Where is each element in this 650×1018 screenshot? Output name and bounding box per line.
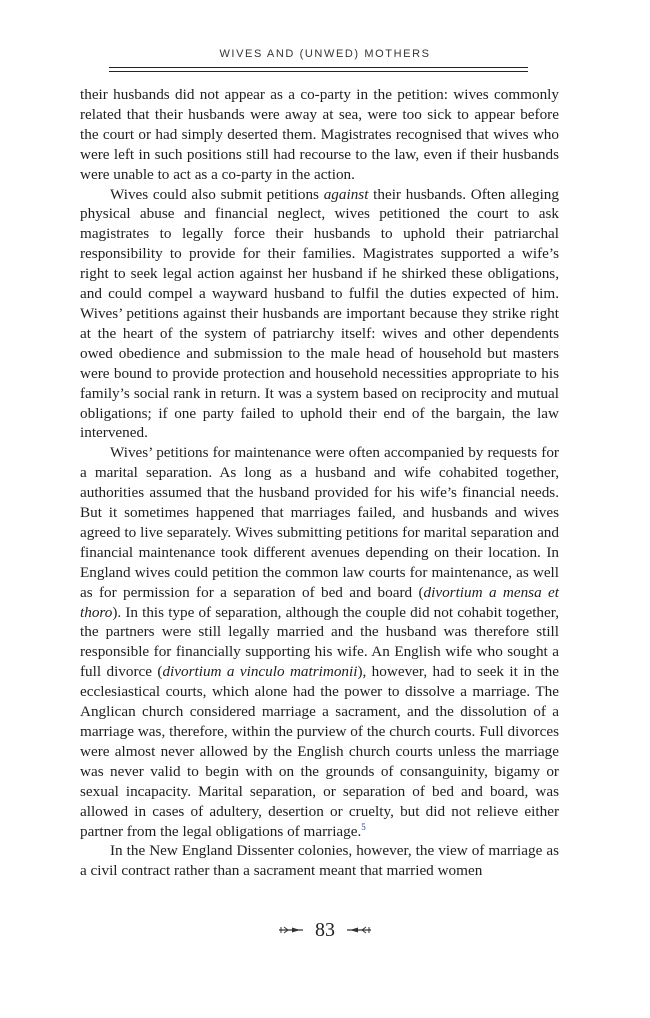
text-run: their husbands did not appear as a co-party in the petition: wives commonly related that their husbands were away at sea, were too sick to appear before the court or had simply deserted them. Magistrates recognised that wives who were left in such positions still had recourse to the law, even if their husbands were unable to act as a co-party in the action. — [80, 86, 559, 183]
text-run: Wives’ petitions for maintenance were often accompanied by requests for a marital separation. As long as a husband and wife cohabited together, authorities assumed that the husband provided for his wife’s financial needs. But it sometimes happened that marriages failed, and husbands and wives agreed to live separately. Wives submitting petitions for marital separation and financial maintenance took different avenues depending on their location. In England wives could petition the common law courts for maintenance, as well as for permission for a separation of bed and board ( — [80, 444, 559, 601]
page-number: 83 — [315, 918, 335, 941]
footnote-ref[interactable]: 5 — [361, 821, 366, 832]
paragraph — [80, 185, 559, 444]
italic-text: divortium a mensa et thoro — [80, 583, 560, 621]
text-run: In the New England Dissenter colonies, however, the view of marriage as a civil contract rather than a sacrament meant that married women — [80, 842, 559, 880]
text-run: Wives could also submit petitions — [110, 185, 324, 203]
paragraph — [80, 841, 559, 881]
italic-text: divortium a vinculo matrimonii — [162, 663, 358, 681]
text-run: ). In this type of separation, although the couple did not cohabit together, the partners were still legally married and the husband was therefore still responsible for financially supporting his wife. An English wife who sought a full divorce ( — [80, 603, 559, 681]
body-text — [80, 85, 559, 881]
text-run: ), however, had to seek it in the ecclesiastical courts, which alone had the power to dissolve a marriage. The Anglican church considered marriage a sacrament, and the dissolution of a marriage was, therefore, within the purview of the church courts. Full divorces were almost never allowed by the English church courts unless the marriage was never valid to begin with on the grounds of consanguinity, bigamy or sexual incapacity. Marital separation, or separation of bed and board, was allowed in cases of adultery, desertion or cruelty, but did not relieve either partner from the legal obligations of marriage. — [80, 663, 559, 840]
header-rule-top — [109, 67, 528, 68]
text-run: their husbands. Often alleging physical abuse and financial neglect, wives petitioned the court to ask magistrates to legally force their husbands to uphold their patriarchal responsibility to provide for their families. Magistrates supported a wife’s right to seek legal action against her husband if he shirked these obligations, and could compel a wayward husband to fulfil the duties expected of him. Wives’ petitions against their husbands are important because they strike right at the heart of the system of patriarchy itself: wives and other dependents owed obedience and submission to the male head of household but masters were bound to provide protection and household necessities appropriate to his family’s social rank in return. It was a system based on reciprocity and mutual obligations; if one party failed to uphold their end of the bargain, the law intervened. — [80, 185, 559, 442]
paragraph — [80, 85, 559, 185]
paragraph — [80, 443, 559, 841]
ornament-right-icon — [346, 919, 372, 942]
page-footer — [0, 918, 650, 942]
header-rule-bottom — [109, 71, 528, 72]
running-head: WIVES AND (UNWED) MOTHERS — [219, 48, 431, 60]
italic-text: against — [323, 185, 369, 203]
ornament-left-icon — [278, 919, 304, 942]
